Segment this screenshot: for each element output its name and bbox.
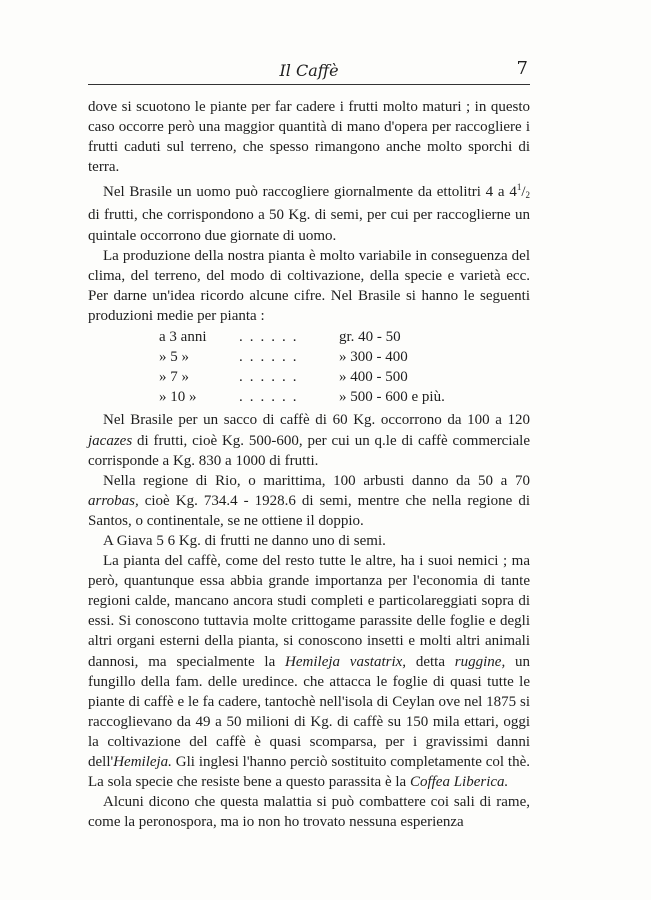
table-row — [88, 327, 530, 347]
table-cell-dots: ...... — [239, 389, 304, 406]
table-row — [88, 347, 530, 367]
fraction-slash: / — [521, 184, 526, 201]
table-row — [88, 367, 530, 387]
paragraph-line: dove si scuotono le piante per far cadere i frutti molto maturi ; — [88, 99, 471, 115]
fraction-denominator: 2 — [525, 190, 530, 201]
italic-term: Coffea Liberica. — [409, 774, 509, 791]
paragraph-alcuni: Alcuni dicono che questa malattia si può combattere coi sali di rame, come la peronospora, ma io non ho trovato nessuna esperienza — [88, 794, 530, 831]
table-cell-grams: » 400 - 500 — [339, 369, 408, 386]
text-run: Nel Brasile per un sacco di caffè di 60 Kg. occorrono da 100 a 120 — [103, 412, 530, 429]
production-table — [88, 327, 530, 407]
text-run: Nel Brasile un uomo può raccogliere giornalmente da ettolitri 4 a 4 — [103, 184, 517, 201]
text-run: detta — [406, 653, 455, 670]
running-header — [88, 58, 530, 85]
paragraph-rio — [88, 471, 530, 531]
table-cell-years: » 10 » — [159, 389, 197, 406]
page-number: 7 — [516, 58, 528, 79]
table-cell-grams: » 500 - 600 e più. — [339, 389, 445, 406]
paragraph-line: in questo caso occorre però una maggior quantità di mano d'opera — [88, 99, 530, 136]
italic-term: Hemileja vastatrix, — [285, 653, 407, 670]
italic-term: arrobas, — [88, 492, 139, 509]
paragraph-1 — [88, 97, 530, 177]
running-title: Il Caffè — [279, 61, 339, 80]
italic-term: jacazes — [88, 432, 133, 449]
page-body — [88, 97, 530, 832]
paragraph-2 — [88, 177, 530, 245]
text-run: Gli inglesi l'hanno perciò sostituito completamente col thè. La sola specie che resiste bene a questo parassita è la — [88, 754, 530, 791]
italic-term: ruggine, — [454, 653, 506, 670]
table-cell-dots: ...... — [239, 369, 304, 386]
table-cell-years: » 5 » — [159, 349, 189, 366]
paragraph-line: per raccogliere i frutti caduti sul terreno, che spesso rimangono — [88, 119, 531, 156]
paragraph-3: La produzione della nostra pianta è molto variabile in conseguenza del clima, del terreno, del modo di coltivazione, della specie e varietà ecc. Per darne un'idea ricordo alcune cifre. Nel Brasile si hanno le seguenti produzioni medie per pianta : — [88, 247, 530, 324]
table-cell-years: a 3 anni — [159, 329, 207, 346]
text-run: La pianta del caffè, come del resto tutte le altre, ha i suoi nemici ; ma però, quantunque essa abbia grande importanza per l'economia di tante regioni calde, mancano ancora studi completi e particolareggiati sopra di essi. Si conoscono tuttavia molte crittogame parassite delle foglie e degli altri organi esterni della pianta, si conoscono insetti e molti altri animali dannosi, ma specialmente la — [88, 553, 530, 670]
table-cell-grams: » 300 - 400 — [339, 349, 408, 366]
text-run: un fungillo della fam. delle uredince. che attacca le foglie di quasi tutte le piante di caffè e le fa cadere, tantochè nell'isola di Ceylan ove nel 1875 si raccoglievano da 49 a 50 milioni di Kg. di caffè su 150 mila ettari, oggi la coltivazione del caffè è quasi scomparsa, per i gravissimi danni dell' — [88, 653, 531, 770]
paragraph-giava: A Giava 5 6 Kg. di frutti ne danno uno di semi. — [103, 532, 386, 549]
italic-term: Hemileja. — [113, 754, 172, 770]
table-row — [88, 387, 530, 407]
text-run: di frutti, cioè Kg. 500-600, per cui un q.le di caffè commerciale corrisponde a Kg. 830 a 1000 di frutti. — [88, 432, 530, 469]
table-cell-dots: ...... — [239, 329, 304, 346]
paragraph-brasile — [88, 410, 530, 470]
table-cell-dots: ...... — [239, 349, 304, 366]
table-cell-grams: gr. 40 - 50 — [339, 329, 401, 346]
fraction-numerator: 1 — [516, 182, 522, 193]
table-cell-years: » 7 » — [159, 369, 189, 386]
text-run: Nella regione di Rio, o marittima, 100 arbusti danno da 50 a 70 — [103, 472, 530, 489]
text-run: di frutti, che corrispondono a 50 Kg. di semi, per cui per raccoglierne un quintale occorrono due giornate di uomo. — [88, 207, 530, 244]
paragraph-line: anche molto sporchi di terra. — [88, 139, 530, 176]
paragraph-pianta — [88, 551, 530, 792]
text-run: cioè Kg. 734.4 - 1928.6 di semi, mentre che nella regione di Santos, o continentale, se ne ottiene il doppio. — [88, 492, 530, 529]
